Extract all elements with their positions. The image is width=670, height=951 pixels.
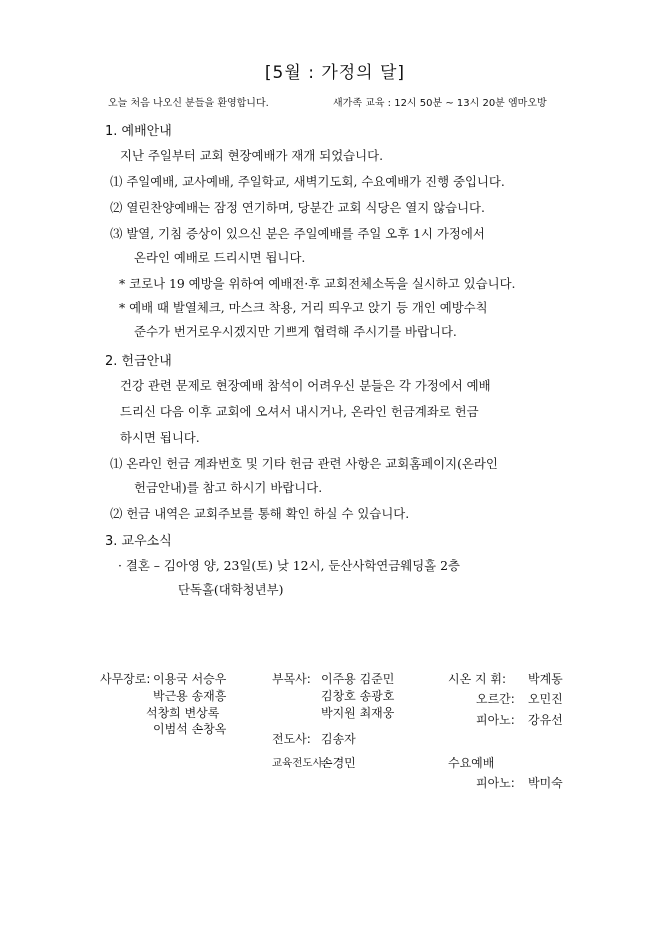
wednesday-pianist-name: 박미숙 <box>528 776 563 790</box>
worship-line: ⑴ 주일예배, 교사예배, 주일학교, 새벽기도회, 수요예배가 진행 중입니다. <box>110 174 505 189</box>
education-evangelist-label: 교육전도사: <box>272 757 327 769</box>
welcome-text: 오늘 처음 나오신 분들을 환영합니다. <box>108 98 269 109</box>
organist-label: 오르간: <box>476 692 515 706</box>
worship-line: 온라인 예배로 드리시면 됩니다. <box>134 250 306 265</box>
admin-elder-label: 사무장로: <box>100 672 151 686</box>
education-info: 새가족 교육 : 12시 50분 ~ 13시 20분 엠마오방 <box>333 98 547 109</box>
associate-pastor-label: 부목사: <box>272 672 311 686</box>
worship-line: 지난 주일부터 교회 현장예배가 재개 되었습니다. <box>120 148 384 163</box>
section-heading-worship: 1. 예배안내 <box>105 124 172 139</box>
admin-elder-names: 박근용 송재흥 <box>153 689 227 703</box>
offering-line: ⑴ 온라인 헌금 계좌번호 및 기타 헌금 관련 사항은 교회홈페이지(온라인 <box>110 456 498 471</box>
evangelist-label: 전도사: <box>272 732 311 746</box>
evangelist-name: 김송자 <box>321 732 356 746</box>
section-heading-news: 3. 교우소식 <box>105 534 172 549</box>
worship-line: * 예배 때 발열체크, 마스크 착용, 거리 띄우고 앉기 등 개인 예방수칙 <box>119 300 488 315</box>
associate-pastor-names: 이주용 김준민 <box>321 672 395 686</box>
admin-elder-names: 이범석 손창옥 <box>153 722 227 736</box>
pianist-label: 피아노: <box>476 713 515 727</box>
news-line: 단독홀(대학청년부) <box>178 582 284 597</box>
associate-pastor-names: 박지원 최재웅 <box>321 706 395 720</box>
wednesday-service-label: 수요예배 <box>448 756 495 770</box>
page-title: [5월 : 가정의 달] <box>264 63 406 83</box>
offering-line: 건강 관련 문제로 현장예배 참석이 어려우신 분들은 각 가정에서 예배 <box>120 378 491 393</box>
worship-line: * 코로나 19 예방을 위하여 예배전·후 교회전체소독을 실시하고 있습니다. <box>119 276 516 291</box>
wednesday-pianist-label: 피아노: <box>476 776 515 790</box>
admin-elder-names: 석창희 변상록 <box>146 706 220 720</box>
associate-pastor-names: 김창호 송광호 <box>321 689 395 703</box>
pianist-name: 강유선 <box>528 713 563 727</box>
conductor-name: 박계동 <box>528 672 563 686</box>
offering-line: 헌금안내)를 참고 하시기 바랍니다. <box>134 480 323 495</box>
worship-line: ⑵ 열린찬양예배는 잠정 연기하며, 당분간 교회 식당은 열지 않습니다. <box>110 200 485 215</box>
offering-line: 드리신 다음 이후 교회에 오셔서 내시거나, 온라인 헌금계좌로 헌금 <box>120 404 479 419</box>
worship-line: ⑶ 발열, 기침 증상이 있으신 분은 주일예배를 주일 오후 1시 가정에서 <box>110 226 485 241</box>
worship-line: 준수가 번거로우시겠지만 기쁘게 협력해 주시기를 바랍니다. <box>134 324 457 339</box>
offering-line: 하시면 됩니다. <box>120 430 200 445</box>
education-evangelist-name: 손경민 <box>321 756 356 770</box>
organist-name: 오민진 <box>528 692 563 706</box>
offering-line: ⑵ 헌금 내역은 교회주보를 통해 확인 하실 수 있습니다. <box>110 506 410 521</box>
conductor-label: 시온 지 휘: <box>448 672 507 686</box>
section-heading-offering: 2. 헌금안내 <box>105 354 172 369</box>
news-line: · 결혼 – 김아영 양, 23일(토) 낮 12시, 둔산사학연금웨딩홀 2층 <box>118 558 460 573</box>
admin-elder-names: 이용국 서승우 <box>153 672 227 686</box>
